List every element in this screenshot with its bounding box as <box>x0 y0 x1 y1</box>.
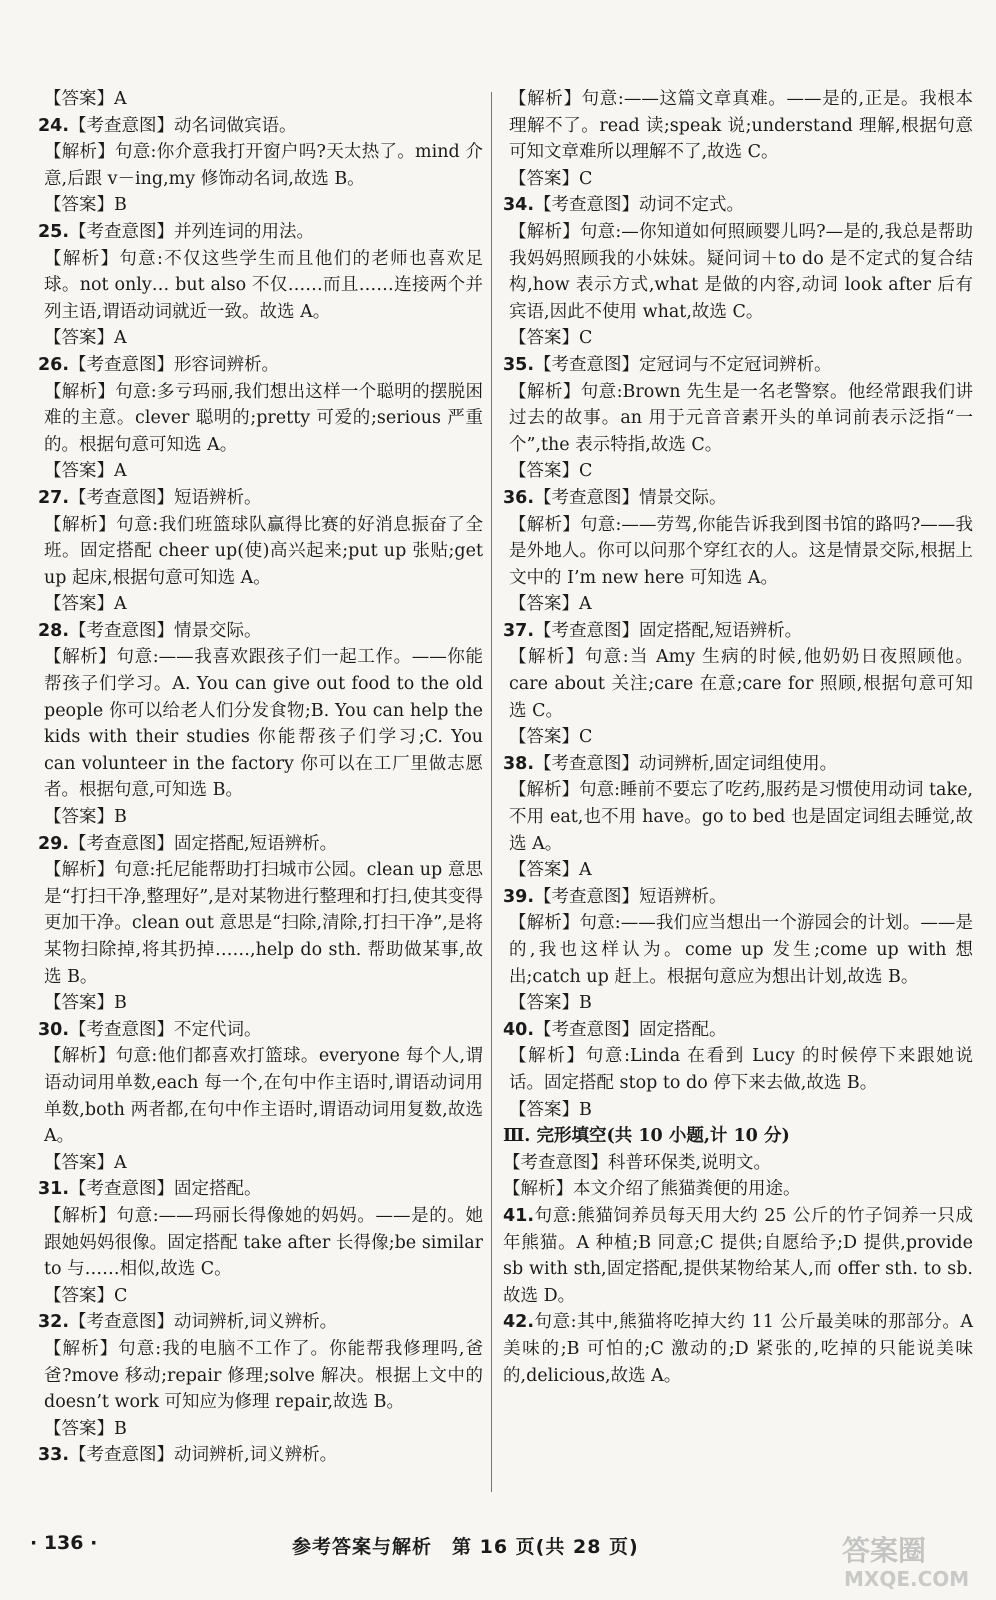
answer-line: 【答案】B <box>44 807 127 828</box>
analysis-text: 【解析】句意:Brown 先生是一名老警察。他经常跟我们讲过去的故事。an 用于元音音素开头的单词前表示泛指“一个”,the 表示特指,故选 C。 <box>509 381 973 455</box>
question-header <box>503 1309 973 1389</box>
question-intent: 【考查意图】动词辨析,词义辨析。 <box>69 1445 338 1466</box>
analysis-text: 【解析】句意:不仅这些学生而且他们的老师也喜欢足球。not only… but also 不仅……而且……连接两个并列主语,谓语动词就近一致。故选 A。 <box>44 248 483 322</box>
question-header <box>503 352 973 379</box>
question-intent: 【考查意图】动词不定式。 <box>534 195 745 216</box>
question-intent: 【考查意图】不定代词。 <box>69 1019 262 1040</box>
analysis-text: 【解析】句意:你介意我打开窗户吗?天太热了。mind 介意,后跟 v－ing,my 修饰动名词,故选 B。 <box>44 142 483 189</box>
question-header <box>38 219 483 246</box>
analysis-text: 【解析】句意:我的电脑不工作了。你能帮我修理吗,爸爸?move 移动;repair 修理;solve 解决。根据上文中的 doesn’t work 可知应为修理 repair,故选 B。 <box>44 1338 483 1413</box>
question-header <box>503 1203 973 1309</box>
question-intent: 【考查意图】动名词做宾语。 <box>69 115 297 136</box>
left-column <box>38 86 483 1469</box>
answer-line: 【答案】C <box>509 168 593 189</box>
question-intent: 【考查意图】定冠词与不定冠词辨析。 <box>534 354 832 375</box>
question-number: 24. <box>38 115 70 136</box>
question-number: 32. <box>38 1312 70 1333</box>
analysis-text: 【解析】句意:——我们应当想出一个游园会的计划。——是的,我也这样认为。come up 发生;come up with 想出;catch up 赶上。根据句意应为想出计划,故选 B。 <box>509 913 973 987</box>
question-header <box>38 1176 483 1203</box>
analysis-text: 【解析】句意:托尼能帮助打扫城市公园。clean up 意思是“打扫干净,整理好”,是对某物进行整理和打扫,使其变得更加干净。clean out 意思是“扫除,清除,打扫干净”,是将某物扫除掉,将其扔掉……,help do sth. 帮助做某事,故选 B。 <box>44 860 483 987</box>
question-item <box>38 831 483 1017</box>
question-number: 41. <box>503 1205 535 1226</box>
answer-line: 【答案】B <box>44 993 127 1014</box>
question-number: 31. <box>38 1179 70 1200</box>
answer-line: 【答案】A <box>44 89 127 109</box>
section-heading: Ⅲ. 完形填空(共 10 小题,计 10 分) <box>503 1126 790 1147</box>
question-number: 40. <box>503 1019 535 1040</box>
question-item <box>38 618 483 831</box>
answer-line: 【答案】C <box>509 727 593 748</box>
question-number: 34. <box>503 195 535 216</box>
answer-line: 【答案】A <box>44 1152 127 1173</box>
answer-line: 【答案】B <box>509 993 592 1014</box>
question-number: 29. <box>38 833 70 854</box>
question-item <box>503 751 973 884</box>
question-header <box>38 618 483 645</box>
question-intent: 【考查意图】短语辨析。 <box>534 886 727 907</box>
svg-text:MXQE.COM: MXQE.COM <box>844 1567 970 1591</box>
question-header <box>38 113 483 140</box>
question-header <box>38 352 483 379</box>
analysis-text: 【解析】句意:多亏玛丽,我们想出这样一个聪明的摆脱困难的主意。clever 聪明的;pretty 可爱的;serious 严重的。根据句意可知选 A。 <box>44 381 483 455</box>
column-divider <box>491 92 492 1492</box>
question-number: 25. <box>38 221 70 242</box>
question-item <box>503 618 973 751</box>
question-item <box>503 884 973 1017</box>
answer-line: 【答案】A <box>44 461 127 482</box>
question-number: 36. <box>503 487 535 508</box>
answer-line: 【答案】A <box>44 328 127 349</box>
question-item <box>503 1017 973 1123</box>
question-item <box>503 352 973 485</box>
question-number: 27. <box>38 487 70 508</box>
answer-line: 【答案】A <box>509 860 592 881</box>
question-item <box>38 352 483 485</box>
svg-text:答案圈: 答案圈 <box>842 1534 927 1567</box>
analysis-text: 【解析】句意:Linda 在看到 Lucy 的时候停下来跟她说话。固定搭配 stop to do 停下来去做,故选 B。 <box>509 1046 973 1093</box>
question-item <box>38 485 483 618</box>
question-item <box>38 1309 483 1442</box>
answer-line: 【答案】A <box>44 594 127 615</box>
question-item <box>38 113 483 219</box>
question-intent: 【考查意图】固定搭配,短语辨析。 <box>69 833 338 854</box>
answer-line: 【答案】B <box>509 1099 592 1120</box>
question-number: 33. <box>38 1445 70 1466</box>
answer-line: 【答案】B <box>44 1418 127 1439</box>
question-item <box>38 1442 483 1469</box>
question-item <box>503 192 973 352</box>
analysis-text: 【解析】句意:睡前不要忘了吃药,服药是习惯使用动词 take,不用 eat,也不用 have。go to bed 也是固定词组去睡觉,故选 A。 <box>509 780 973 854</box>
answer-line: 【答案】A <box>509 594 592 615</box>
right-column <box>503 86 973 1389</box>
answer-line: 【答案】B <box>44 195 127 216</box>
question-number: 42. <box>503 1312 535 1333</box>
answer-line: 【答案】C <box>509 461 593 482</box>
analysis-text: 【解析】句意:——玛丽长得像她的妈妈。——是的。她跟她妈妈很像。固定搭配 take after 长得像;be similar to 与……相似,故选 C。 <box>44 1205 483 1280</box>
question-intent: 【考查意图】固定搭配。 <box>69 1179 262 1200</box>
analysis-text: 【解析】句意:——这篇文章真难。——是的,正是。我根本理解不了。read 读;speak 说;understand 理解,根据句意可知文章难所以理解不了,故选 C。 <box>509 89 973 163</box>
question-item <box>38 219 483 352</box>
question-continuation <box>503 86 973 192</box>
analysis-text: 【解析】句意:——我喜欢跟孩子们一起工作。——你能帮孩子们学习。A. You can give out food to the old people 你可以给老人们分发食物;B. You can help the kids with their studies 你能帮孩子们学习;C. You can volunteer in the factory 你可以在工厂里做志愿者。根据句意,可知选 B。 <box>44 647 483 801</box>
question-intent: 【考查意图】动词辨析,固定词组使用。 <box>534 753 838 774</box>
question-item <box>503 1309 973 1389</box>
question-number: 35. <box>503 354 535 375</box>
question-item <box>38 1017 483 1177</box>
question-intent: 【考查意图】情景交际。 <box>534 487 727 508</box>
analysis-text: 【解析】句意:他们都喜欢打篮球。everyone 每个人,谓语动词用单数,each 每一个,在句中作主语时,谓语动词用单数,both 两者都,在句中作主语时,谓语动词用复数,故选 A。 <box>44 1046 483 1147</box>
question-header <box>503 1017 973 1044</box>
question-intent: 【考查意图】固定搭配。 <box>534 1019 727 1040</box>
question-number: 30. <box>38 1019 70 1040</box>
question-number: 26. <box>38 354 70 375</box>
question-header <box>503 192 973 219</box>
question-header <box>503 485 973 512</box>
question-header <box>38 485 483 512</box>
question-number: 38. <box>503 753 535 774</box>
question-header <box>38 1442 483 1469</box>
analysis-text: 【解析】句意:我们班篮球队赢得比赛的好消息振奋了全班。固定搭配 cheer up(使)高兴起来;put up 张贴;get up 起床,根据句意可知选 A。 <box>44 514 483 588</box>
question-number: 28. <box>38 620 70 641</box>
watermark-logo <box>836 1530 986 1594</box>
answer-line: 【答案】C <box>44 1285 128 1306</box>
question-number: 37. <box>503 620 535 641</box>
analysis-text: 句意:其中,熊猫将吃掉大约 11 公斤最美味的那部分。A 美味的;B 可怕的;C 激动的;D 紧张的,吃掉的只能说美味的,delicious,故选 A。 <box>503 1312 973 1386</box>
question-header <box>38 831 483 858</box>
page-footer <box>30 1528 966 1558</box>
page-footer-title: 参考答案与解析 第 16 页(共 28 页) <box>292 1536 639 1558</box>
question-item <box>503 485 973 618</box>
question-header <box>38 1017 483 1044</box>
text-line: 【解析】本文介绍了熊猫粪便的用途。 <box>503 1179 801 1200</box>
question-intent: 【考查意图】短语辨析。 <box>69 487 262 508</box>
question-header <box>38 1309 483 1336</box>
question-header <box>503 618 973 645</box>
page-number: · 136 · <box>30 1532 98 1554</box>
question-number: 39. <box>503 886 535 907</box>
analysis-text: 句意:熊猫饲养员每天用大约 25 公斤的竹子饲养一只成年熊猫。A 种植;B 同意;C 提供;自愿给予;D 提供,provide sb with sth,固定搭配,提供某物给某人,而 offer sth. to sb. 故选 D。 <box>503 1205 973 1306</box>
question-header <box>503 751 973 778</box>
analysis-text: 【解析】句意:当 Amy 生病的时候,他奶奶日夜照顾他。care about 关注;care 在意;care for 照顾,根据句意可知选 C。 <box>509 647 973 721</box>
question-item <box>503 1203 973 1309</box>
text-line: 【考查意图】科普环保类,说明文。 <box>503 1152 772 1173</box>
question-intent: 【考查意图】固定搭配,短语辨析。 <box>534 620 803 641</box>
analysis-text: 【解析】句意:—你知道如何照顾婴儿吗?—是的,我总是帮助我妈妈照顾我的小妹妹。疑问词＋to do 是不定式的复合结构,how 表示方式,what 是做的内容,动词 look after 后有宾语,因此不使用 what,故选 C。 <box>509 221 973 322</box>
question-intent: 【考查意图】形容词辨析。 <box>69 354 280 375</box>
answer-line: 【答案】C <box>509 328 593 349</box>
question-header <box>503 884 973 911</box>
question-intent: 【考查意图】情景交际。 <box>69 620 262 641</box>
analysis-text: 【解析】句意:——劳驾,你能告诉我到图书馆的路吗?——我是外地人。你可以问那个穿红衣的人。这是情景交际,根据上文中的 I’m new here 可知选 A。 <box>509 514 973 588</box>
question-item <box>38 1176 483 1309</box>
question-intent: 【考查意图】动词辨析,词义辨析。 <box>69 1312 338 1333</box>
question-intent: 【考查意图】并列连词的用法。 <box>69 221 315 242</box>
